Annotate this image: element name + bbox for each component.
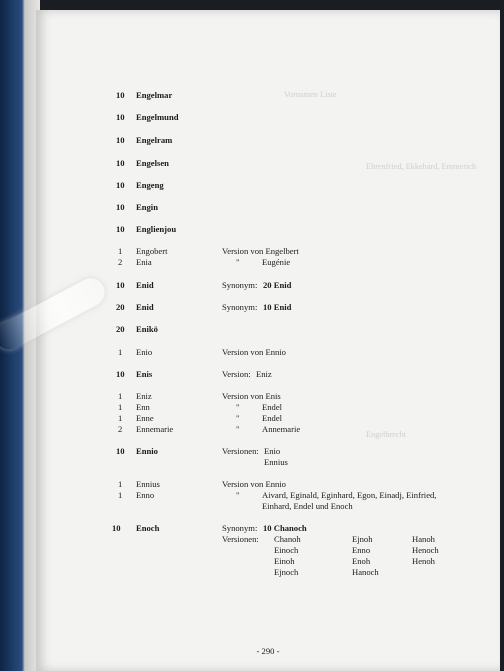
entry-info: Version von Enis [222, 391, 281, 401]
entry-info-value: 10 Chanoch [263, 523, 307, 533]
entry-name: Engin [136, 202, 158, 212]
entry-number: 1 [118, 391, 123, 401]
entry-name: Enid [136, 280, 154, 290]
entry-number: 1 [118, 413, 123, 423]
entry-number: 10 [116, 369, 125, 379]
entry-info-value: Ennius [264, 457, 288, 467]
entry-name: Engelmar [136, 90, 173, 100]
ditto-mark: " [236, 402, 240, 412]
book-page: Vornamen Liste Ehrenfried, Ekkehard, Emmerich Engelbrecht 10 Engelmar 10 Engelmund 10 Engelram 10 Engelsen 10 Engeng 10 Engin 10 Englienjou 1 Engobert Version von Engelbert 2 Enia " Eugénie 10 Enid Synonym: 20 Enid 20 Enid Synonym: 10 Enid 20 Enikö 1 Enio Version von Ennio 10 Enis Version: Eniz 1 Eniz Version von Enis 1 Enn " Endel 1 Enne " Endel 2 Ennemarie " Annemarie 10 Ennio Versionen: Enio Ennius 1 Ennius Version von Ennio 1 Enno " Aivard, Eginald, Eginhard, Egon, Einadj, Einfried, Einhard, Endel und Enoch 10 Enoch Synonym: 10 Chanoch Versionen: Chanoh Einoch Einoh Ejnoch Ejnoh Enno Enoh Hanoch Hanoh Henoch Henoh - 290 - [36, 10, 500, 671]
entry-name: Engelmund [136, 112, 179, 122]
entry-info: Synonym: [222, 523, 258, 533]
entry-number: 2 [118, 424, 123, 434]
ditto-mark: " [236, 424, 240, 434]
entry-info: Version von Ennio [222, 479, 286, 489]
entry-number: 10 [116, 202, 125, 212]
entry-number: 10 [116, 280, 125, 290]
entry-name: Engelram [136, 135, 173, 145]
entry-name: Engobert [136, 246, 168, 256]
entry-info-value: Aivard, Eginald, Eginhard, Egon, Einadj, Einfried, [262, 490, 437, 500]
version-item: Hanoh [412, 534, 435, 544]
entry-name: Engelsen [136, 158, 169, 168]
entry-number: 10 [116, 135, 125, 145]
entry-info: Synonym: [222, 302, 258, 312]
entry-name: Enno [136, 490, 155, 500]
entry-name: Ennemarie [136, 424, 174, 434]
entry-number: 1 [118, 246, 123, 256]
ditto-mark: " [236, 257, 240, 267]
entry-name: Ennio [136, 446, 158, 456]
entry-name: Ennius [136, 479, 160, 489]
entry-name: Enia [136, 257, 152, 267]
entry-number: 1 [118, 402, 123, 412]
entry-number: 2 [118, 257, 123, 267]
entry-number: 10 [116, 180, 125, 190]
entry-name: Enn [136, 402, 150, 412]
entry-number: 1 [118, 490, 123, 500]
version-item: Henoch [412, 545, 439, 555]
versions-label: Versionen: [222, 534, 259, 544]
version-item: Enno [352, 545, 371, 555]
version-item: Hanoch [352, 567, 379, 577]
ditto-mark: " [236, 490, 240, 500]
entry-number: 20 [116, 302, 125, 312]
version-item: Henoh [412, 556, 435, 566]
entry-info-value: Eugénie [262, 257, 291, 267]
entry-number: 1 [118, 479, 123, 489]
entry-info: Synonym: [222, 280, 258, 290]
entry-info: Versionen: [222, 446, 259, 456]
version-item: Enoh [352, 556, 371, 566]
entry-number: 10 [116, 112, 125, 122]
entry-number: 10 [116, 446, 125, 456]
entry-info: Version von Engelbert [222, 246, 299, 256]
entry-info-value: Endel [262, 402, 283, 412]
entry-number: 1 [118, 347, 123, 357]
version-item: Ejnoh [352, 534, 373, 544]
entry-name: Engeng [136, 180, 164, 190]
entry-name: Eniz [136, 391, 152, 401]
entry-number: 10 [112, 523, 121, 533]
entry-info-value: 10 Enid [263, 302, 292, 312]
ditto-mark: " [236, 413, 240, 423]
entry-number: 10 [116, 224, 125, 234]
entry-info-value: Endel [262, 413, 283, 423]
entry-name: Enikö [136, 324, 158, 334]
entry-info-value: Enio [264, 446, 281, 456]
entry-name: Enis [136, 369, 153, 379]
version-item: Chanoh [274, 534, 301, 544]
entry-name: Enid [136, 302, 154, 312]
entry-name: Enne [136, 413, 154, 423]
page-number: - 290 - [256, 646, 280, 656]
entry-info: Version von Ennio [222, 347, 286, 357]
entry-info-value: 20 Enid [263, 280, 292, 290]
entry-name: Englienjou [136, 224, 177, 234]
version-item: Ejnoch [274, 567, 299, 577]
entry-number: 10 [116, 90, 125, 100]
entry-number: 10 [116, 158, 125, 168]
entry-info-value: Annemarie [262, 424, 301, 434]
entry-info: Version: [222, 369, 251, 379]
entry-info-value: Einhard, Endel und Enoch [262, 501, 353, 511]
entry-name: Enoch [136, 523, 160, 533]
entry-number: 20 [116, 324, 125, 334]
version-item: Einoch [274, 545, 299, 555]
entry-info-value: Eniz [256, 369, 272, 379]
version-item: Einoh [274, 556, 295, 566]
entry-name: Enio [136, 347, 153, 357]
